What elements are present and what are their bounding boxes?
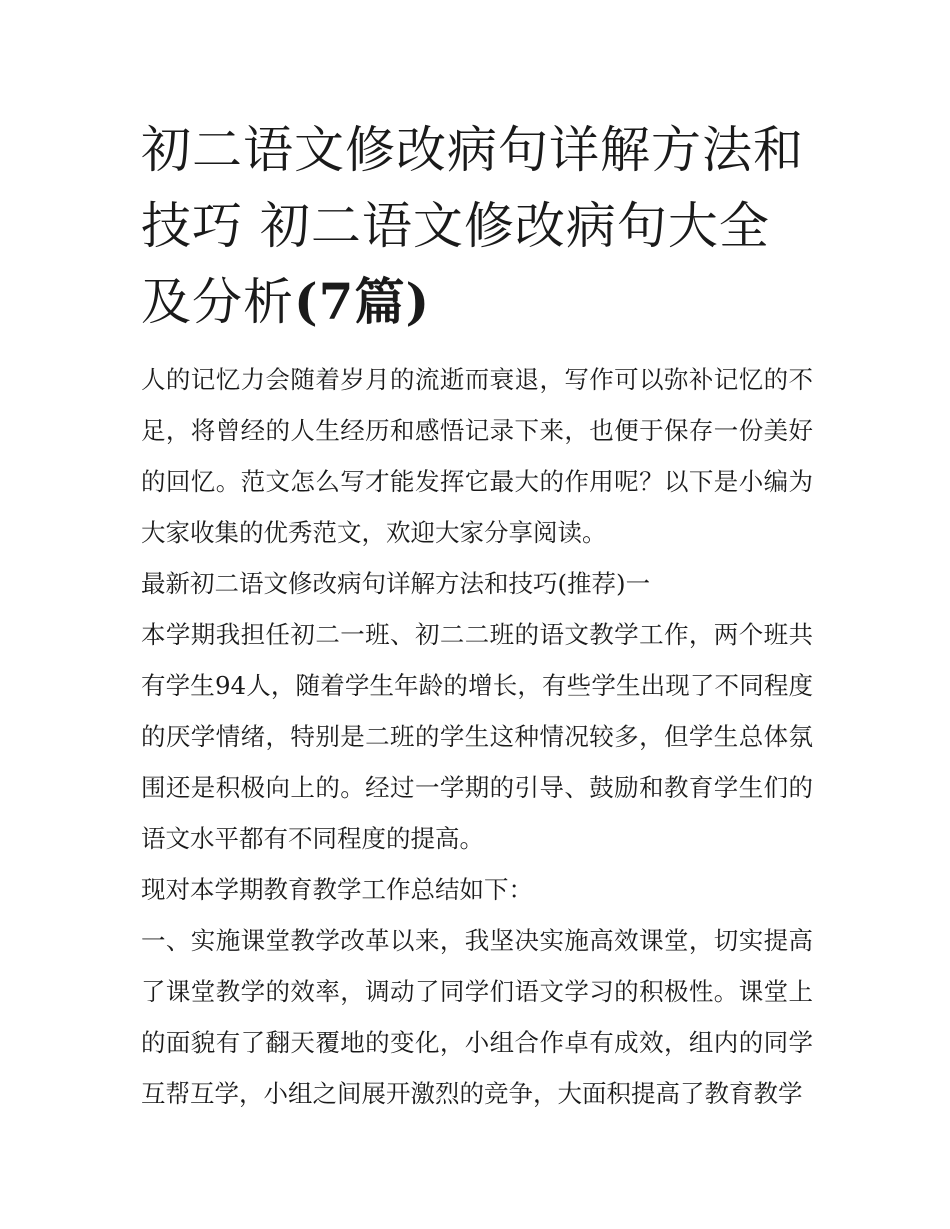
section-heading: 最新初二语文修改病句详解方法和技巧(推荐)一 — [141, 569, 651, 598]
document-title: 初二语文修改病句详解方法和技巧 初二语文修改病句大全及分析(7篇) — [141, 121, 804, 331]
document-page — [141, 112, 813, 1119]
document-title-count: (7篇) — [294, 272, 431, 331]
body-paragraph: 现对本学期教育教学工作总结如下： — [141, 875, 533, 904]
body-paragraph: 一、实施课堂教学改革以来，我坚决实施高效课堂，切实提高了课堂教学的效率，调动了同学们语文学习的积极性。课堂上的面貌有了翻天覆地的变化，小组合作卓有成效，组内的同学互帮互学，小组之间展开激烈的竞争，大面积提高了教育教学 — [141, 926, 813, 1108]
intro-paragraph: 人的记忆力会随着岁月的流逝而衰退，写作可以弥补记忆的不足，将曾经的人生经历和感悟记录下来，也便于保存一份美好的回忆。范文怎么写才能发挥它最大的作用呢？以下是小编为大家收集的优秀范文，欢迎大家分享阅读。 — [141, 365, 813, 547]
body-paragraph: 本学期我担任初二一班、初二二班的语文教学工作，两个班共有学生94人，随着学生年龄的增长，有些学生出现了不同程度的厌学情绪，特别是二班的学生这种情况较多，但学生总体氛围还是积极向上的。经过一学期的引导、鼓励和教育学生们的语文水平都有不同程度的提高。 — [141, 620, 813, 853]
document-body — [141, 354, 813, 1119]
